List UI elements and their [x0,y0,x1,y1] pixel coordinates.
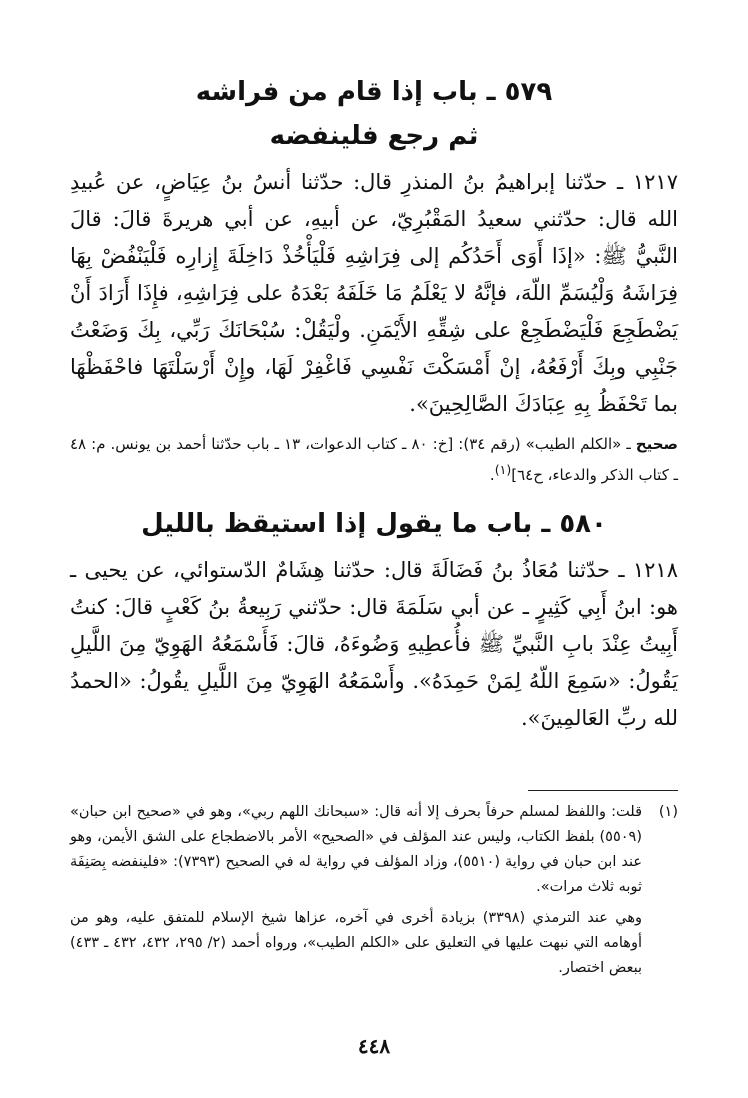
grading-tail: . [489,466,495,484]
footnote-divider [528,790,678,791]
footnote-number: (١) [658,804,678,820]
chapter-579-title-line1: ٥٧٩ ـ باب إذا قام من فراشه [195,77,553,107]
grading-head: صحيح [635,435,679,453]
chapter-580-title: ٥٨٠ ـ باب ما يقول إذا استيقظ بالليل [141,509,607,539]
footnote-paragraph: وهي عند الترمذي (٣٣٩٨) بزيادة أخرى في آخره، عزاها شيخ الإسلام للمتفق عليه، وهو من أوهامه التي نبهت عليها في التعليق على «الكلم الطيب»، ورواه أحمد (٢/ ٢٩٥، ٤٣٢، ٤٣٢ ـ ٤٣٣) ببعض اختصار. [70,910,642,976]
hadith-1218-text: ١٢١٨ ـ حدّثنا مُعَاذُ بنُ فَضَالَةَ قال: حدّثنا هِشَامٌ الدّستوائي، عن يحيى ـ هو: ابنُ أَبِي كَثِيرٍ ـ عن أبي سَلَمَةَ قال: حدّثني رَبِيعةُ بنُ كَعْبٍ قالَ: كنتُ أَبِيتُ عِنْدَ بابِ النَّبيِّ ﷺ فأُعطِيهِ وَضُوءَهُ، قالَ: فَأَسْمَعُهُ الهَوِيّ مِنَ اللَّيلِ يَقُولُ: «سَمِعَ اللّهُ لِمَنْ حَمِدَهُ». وأَسْمَعُهُ الهَوِيّ مِنَ اللَّيلِ يقُولُ: «الحمدُ لله ربِّ العَالمِينَ». [70,558,679,730]
book-page [70,70,678,1058]
footnotes [70,800,678,981]
footnote-1 [70,800,678,981]
hadith-1217-text: ١٢١٧ ـ حدّثنا إبراهيمُ بنُ المنذرِ قال: حدّثنا أنسُ بنُ عِيَاضٍ، عن عُبيدِ الله قال: حدّثني سعيدُ المَقْبُرِيّ، عن أبيهِ، عن أبي هريرةَ قالَ: قالَ النَّبيُّ ﷺ: «إذَا أَوَى أَحَدُكُم إلى فِرَاشِهِ فَلْيَأْخُذْ دَاخِلَةَ إِزارِه فَلْيَنْفُضْ بِهَا فِرَاشَهُ وَلْيُسَمِّ اللّهَ، فإنَّهُ لا يَعْلَمُ مَا خَلَفَهُ بَعْدَهُ على فِرَاشِهِ، فإِذَا أَرَادَ أَنْ يَضْطَجِعَ فَلْيَضْطَجِعْ على شِقِّهِ الأَيْمَنِ. ولْيَقُلْ: سُبْحَانَكَ رَبِّي، بِكَ وَضَعْتُ جَنْبِي وبِكَ أَرْفَعُهُ، إنْ أَمْسَكْتَ نَفْسِي فَاغْفِرْ لَهَا، وإِنْ أَرْسَلْتَهَا فاحْفَظْهَا بما تَحْفَظُ بِهِ عِبَادَكَ الصَّالِحِينَ». [70,170,679,416]
footnote-paragraph: قلت: واللفظ لمسلم حرفاً بحرف إلا أنه قال: «سبحانك اللهم ربي»، وهو في «صحيح ابن حبان» (٥٥٠٩) بلفظ الكتاب، وليس عند المؤلف في «الصحيح» الأمر بالاضطجاع على الشق الأيمن، وهو عند ابن حبان في رواية (٥٥١٠)، وزاد المؤلف في رواية له في الصحيح (٧٣٩٣): «فلينفضه بِصَنِفَة ثوبه ثلاث مرات». [70,804,642,895]
chapter-579-title-line2: ثم رجع فلينفضه [269,121,479,151]
footnote-body [70,800,642,981]
page-number: ٤٤٨ [357,1034,391,1058]
grading-text: ـ «الكلم الطيب» (رقم ٣٤): [خ: ٨٠ ـ كتاب الدعوات، ١٣ ـ باب حدّثنا أحمد بن يونس. م: ٤٨ ـ كتاب الذكر والدعاء، ح٦٤] [70,435,678,484]
hadith-1217-grading [70,431,678,488]
footnote-ref[interactable]: (١) [494,462,512,477]
